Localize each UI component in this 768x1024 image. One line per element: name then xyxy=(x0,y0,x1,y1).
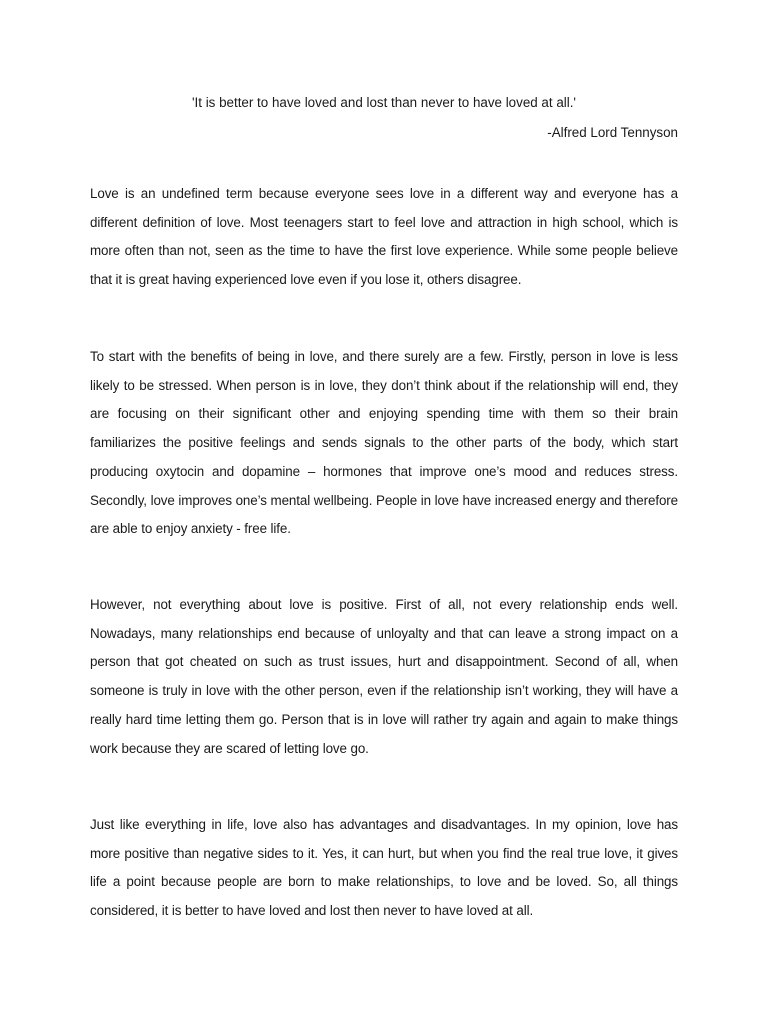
epigraph-quote: 'It is better to have loved and lost than never to have loved at all.' xyxy=(191,95,576,110)
paragraph-introduction: Love is an undefined term because everyone sees love in a different way and everyone has a different definition of love. Most teenagers start to feel love and attraction in high school, which is more often than not, seen as the time to have the first love experience. While some people believe that it is great having experienced love even if you lose it, others disagree. xyxy=(90,186,678,288)
epigraph-attribution: -Alfred Lord Tennyson xyxy=(547,125,678,140)
paragraph-benefits: To start with the benefits of being in love, and there surely are a few. Firstly, person in love is less likely to be stressed. When person is in love, they don’t think about if the relationship will end, they are focusing on their significant other and enjoying spending time with them so their brain familiarizes the positive feelings and sends signals to the other parts of the body, which start producing oxytocin and dopamine – hormones that improve one’s mood and reduces stress. Secondly, love improves one’s mental wellbeing. People in love have increased energy and therefore are able to enjoy anxiety - free life. xyxy=(90,349,678,537)
paragraph-conclusion: Just like everything in life, love also has advantages and disadvantages. In my opinion, love has more positive than negative sides to it. Yes, it can hurt, but when you find the real true love, it gives life a point because people are born to make relationships, to love and be loved. So, all things considered, it is better to have loved and lost then never to have loved at all. xyxy=(90,817,678,919)
paragraph-drawbacks: However, not everything about love is positive. First of all, not every relationship ends well. Nowadays, many relationships end because of unloyalty and that can leave a strong impact on a person that got cheated on such as trust issues, hurt and disappointment. Second of all, when someone is truly in love with the other person, even if the relationship isn’t working, they will have a really hard time letting them go. Person that is in love will rather try again and again to make things work because they are scared of letting love go. xyxy=(90,597,678,756)
